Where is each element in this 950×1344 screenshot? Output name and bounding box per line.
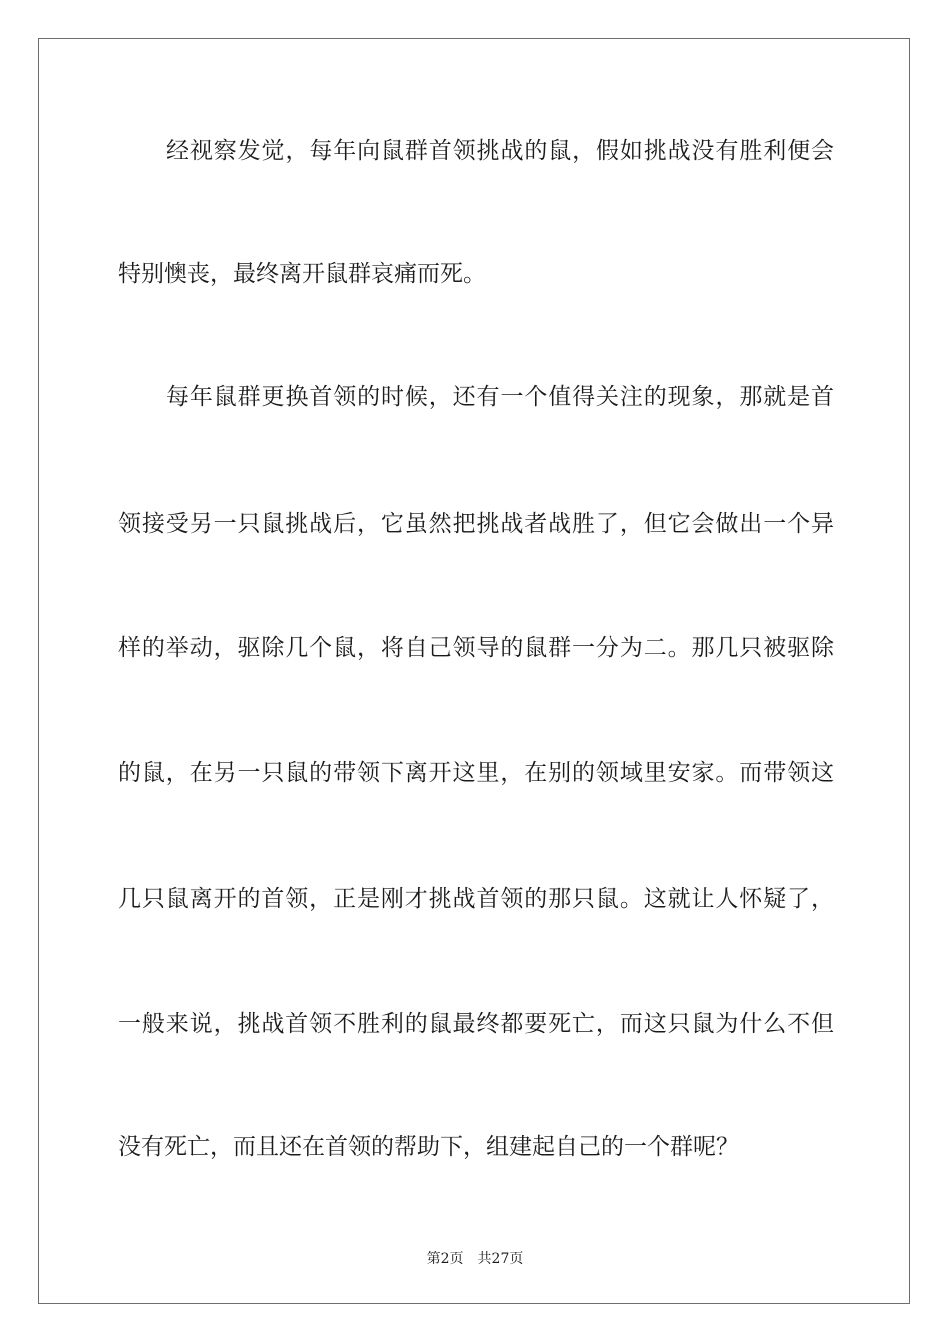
page-border [38, 38, 910, 1304]
page-footer [0, 1248, 950, 1268]
paragraph-1-line-2: 特别懊丧，最终离开鼠群哀痛而死。 [118, 261, 486, 287]
paragraph-2-line-6: 一般来说，挑战首领不胜利的鼠最终都要死亡，而这只鼠为什么不但 [118, 1011, 834, 1037]
paragraph-2-line-1: 每年鼠群更换首领的时候，还有一个值得关注的现象，那就是首 [166, 384, 834, 410]
total-pages: 共27页 [477, 1251, 524, 1267]
page-number: 第2页 [426, 1251, 464, 1267]
paragraph-2-line-7: 没有死亡，而且还在首领的帮助下，组建起自己的一个群呢？ [118, 1134, 739, 1160]
paragraph-2-line-2: 领接受另一只鼠挑战后，它虽然把挑战者战胜了，但它会做出一个异 [118, 511, 834, 537]
paragraph-2-line-4: 的鼠，在另一只鼠的带领下离开这里，在别的领域里安家。而带领这 [118, 760, 834, 786]
paragraph-2-line-3: 样的举动，驱除几个鼠，将自己领导的鼠群一分为二。那几只被驱除 [118, 635, 834, 661]
paragraph-2-line-5: 几只鼠离开的首领，正是刚才挑战首领的那只鼠。这就让人怀疑了， [118, 886, 834, 912]
paragraph-1-line-1: 经视察发觉，每年向鼠群首领挑战的鼠，假如挑战没有胜利便会 [166, 138, 834, 164]
